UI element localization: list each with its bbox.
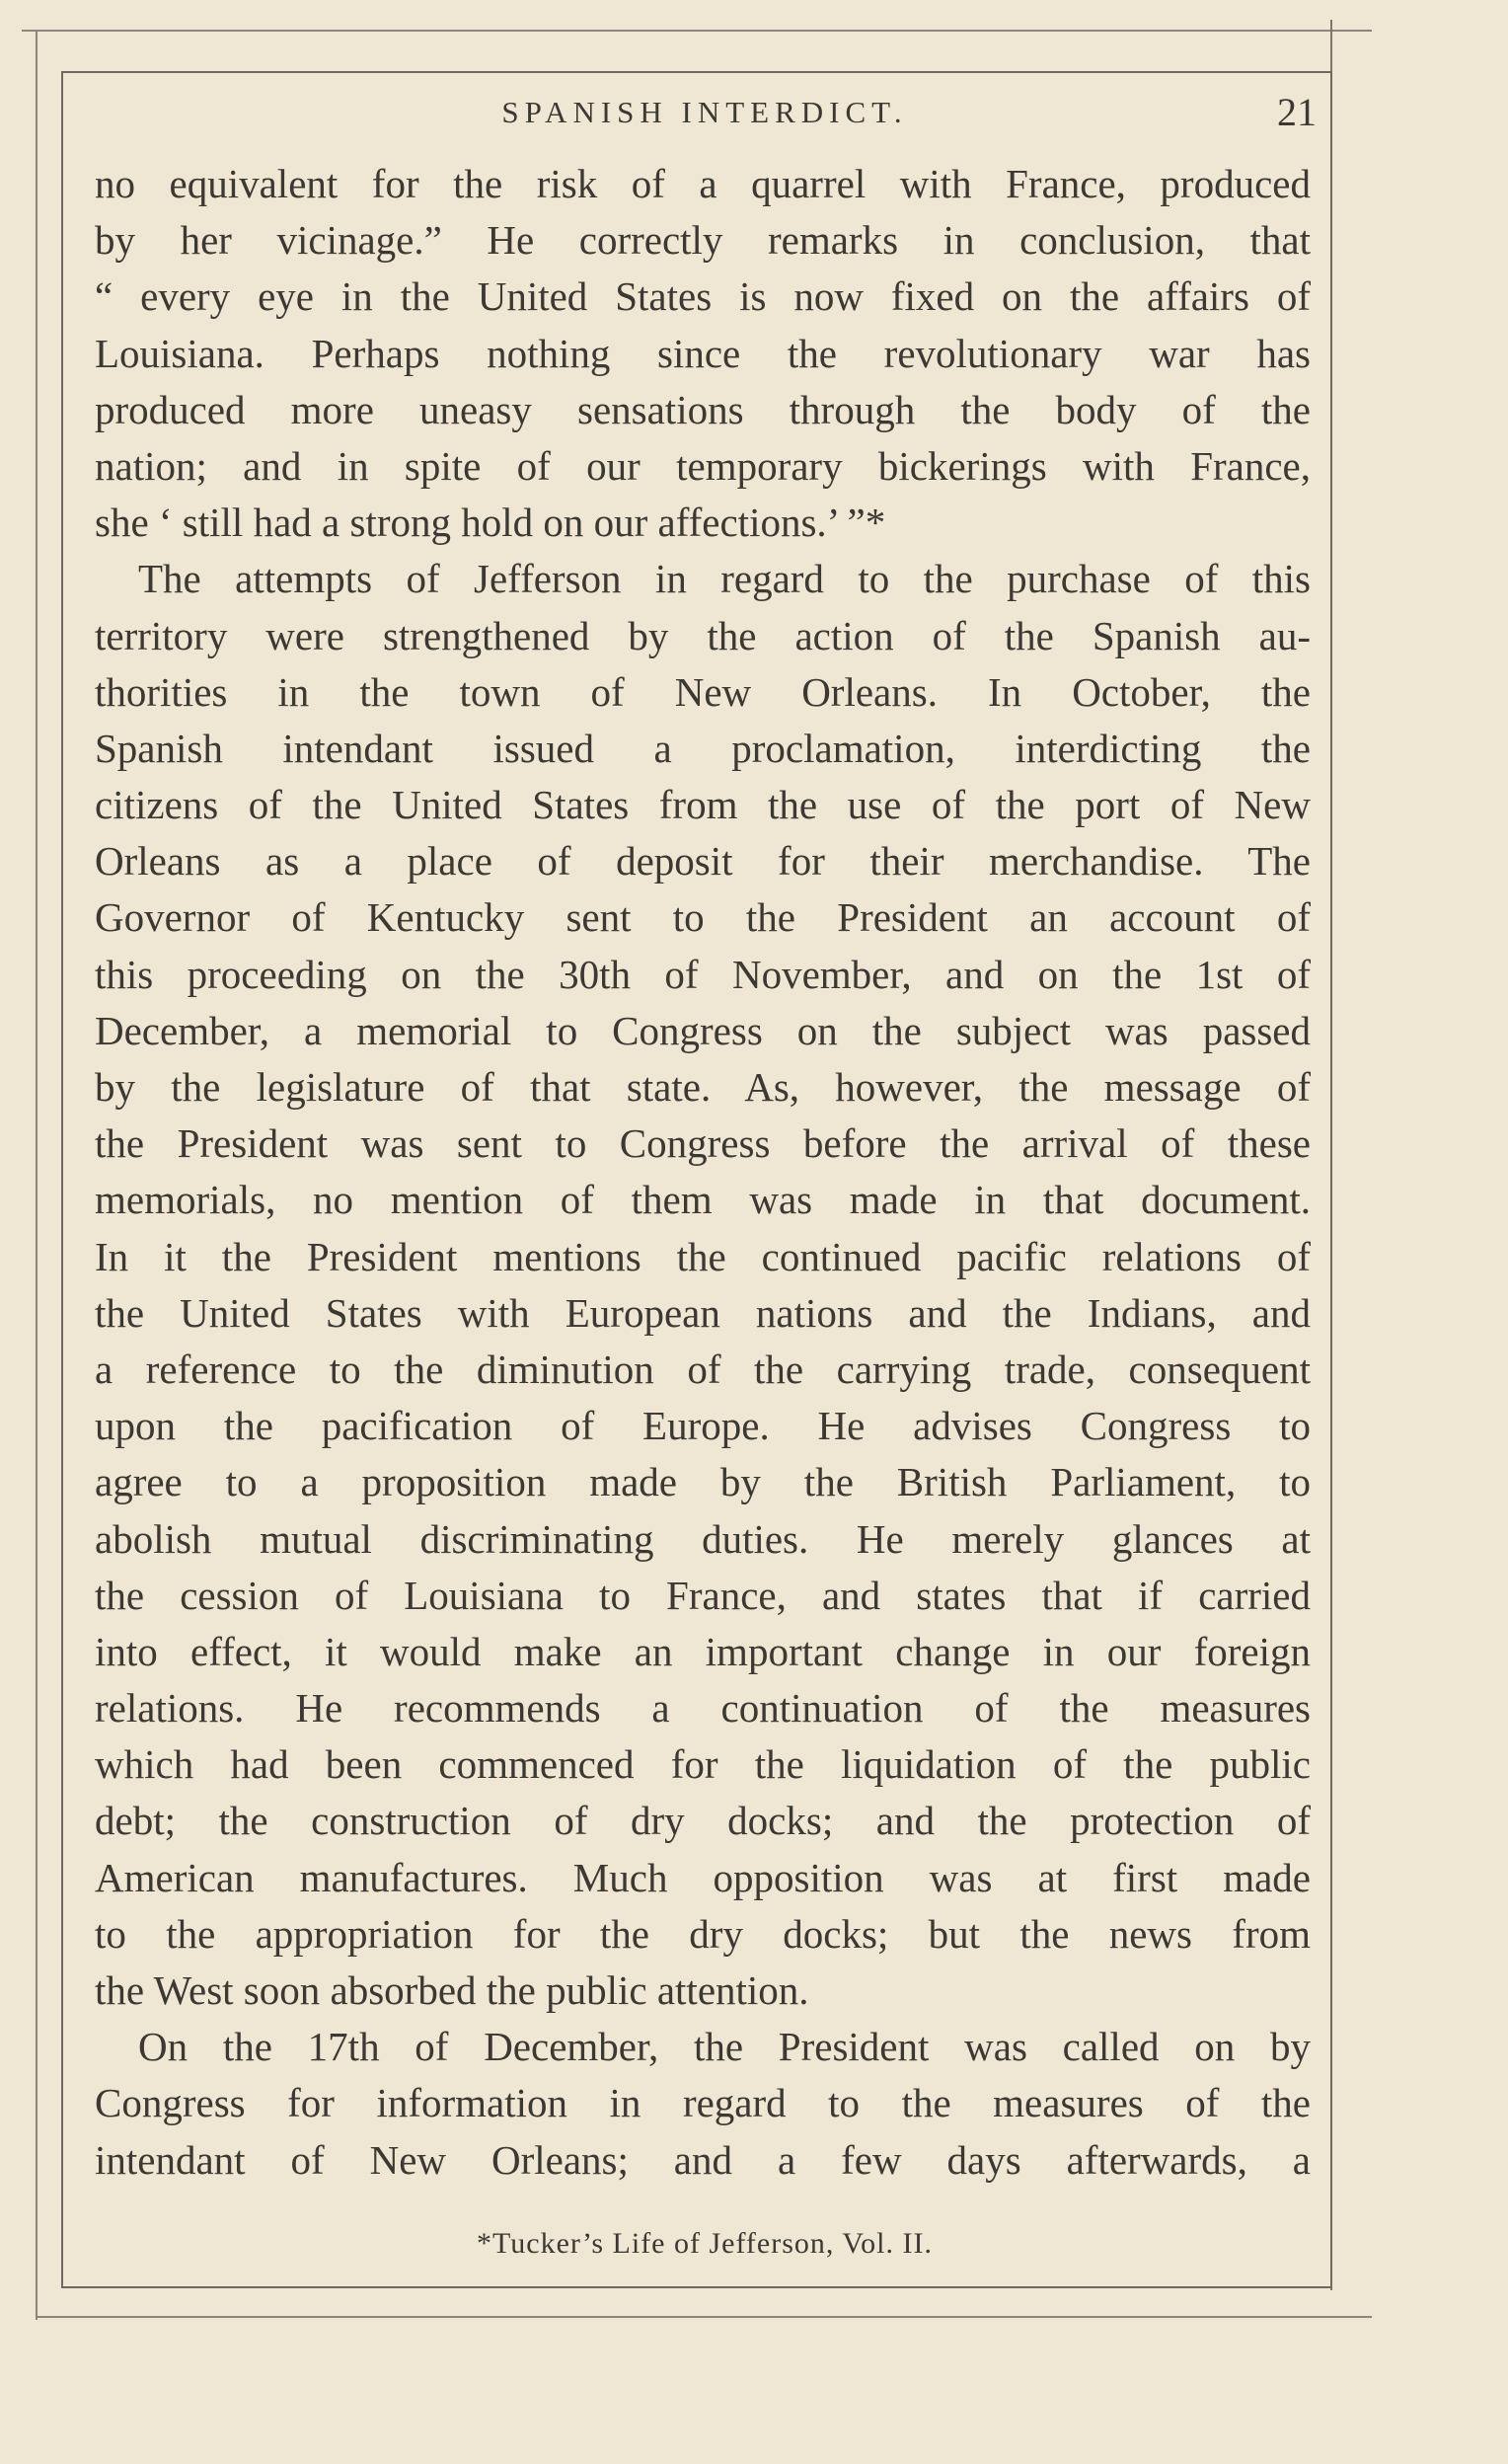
- text-line: Governor of Kentucky sent to the President an account of: [95, 894, 1311, 941]
- footnote: *Tucker’s Life of Jefferson, Vol. II.: [477, 2227, 933, 2260]
- text-line: debt; the construction of dry docks; and the protection of: [95, 1798, 1311, 1844]
- text-line: December, a memorial to Congress on the subject was passed: [95, 1007, 1311, 1053]
- text-line: Congress for information in regard to the measures of the: [95, 2080, 1311, 2126]
- outer-rule-top: [22, 30, 1372, 32]
- running-head-title: SPANISH INTERDICT.: [501, 95, 908, 129]
- text-line: by the legislature of that state. As, however, the message of: [95, 1064, 1311, 1110]
- text-line: by her vicinage.” He correctly remarks in conclusion, that: [95, 217, 1311, 264]
- text-line: to the appropriation for the dry docks; but the news from: [95, 1910, 1311, 1957]
- body-text: [95, 156, 1311, 2189]
- text-line: no equivalent for the risk of a quarrel with France, produced: [95, 161, 1311, 206]
- text-line: relations. He recommends a continuation of the measures: [95, 1685, 1311, 1732]
- text-line: abolish mutual discriminating duties. He merely glances at: [95, 1515, 1311, 1562]
- text-line: citizens of the United States from the use of the port of New: [95, 782, 1311, 828]
- text-line: intendant of New Orleans; and a few days afterwards, a: [95, 2136, 1311, 2183]
- text-line: produced more uneasy sensations through the body of the: [95, 386, 1311, 432]
- running-head: [93, 89, 1317, 138]
- page-number: 21: [1277, 90, 1317, 134]
- text-line: “ every eye in the United States is now fixed on the affairs of: [95, 273, 1311, 320]
- text-line: territory were strengthened by the action of the Spanish au-: [95, 612, 1311, 658]
- text-line: agree to a proposition made by the British Parliament, to: [95, 1459, 1311, 1505]
- text-line: into effect, it would make an important change in our foreign: [95, 1628, 1311, 1674]
- text-line: On the 17th of December, the President was called on by: [138, 2024, 1311, 2070]
- text-line: The attempts of Jefferson in regard to the purchase of this: [138, 556, 1311, 602]
- outer-rule-left: [36, 30, 38, 2320]
- text-line: Orleans as a place of deposit for their merchandise. The: [95, 838, 1311, 885]
- text-line: a reference to the diminution of the carrying trade, consequent: [95, 1346, 1311, 1392]
- text-line: this proceeding on the 30th of November, and on the 1st of: [95, 951, 1311, 997]
- text-line: American manufactures. Much opposition was at first made: [95, 1854, 1311, 1900]
- text-line: upon the pacification of Europe. He advises Congress to: [95, 1403, 1311, 1449]
- text-line: the President was sent to Congress before the arrival of these: [95, 1120, 1311, 1167]
- text-line: the West soon absorbed the public attention.: [95, 1967, 809, 2013]
- text-line: memorials, no mention of them was made in that document.: [95, 1177, 1311, 1223]
- text-line: the United States with European nations and the Indians, and: [95, 1289, 1311, 1336]
- text-line: nation; and in spite of our temporary bickerings with France,: [95, 442, 1311, 489]
- outer-rule-bottom: [36, 2316, 1372, 2318]
- text-line: which had been commenced for the liquidation of the public: [95, 1741, 1311, 1788]
- text-line: she ‘ still had a strong hold on our affections.’ ”*: [95, 500, 886, 546]
- text-line: the cession of Louisiana to France, and states that if carried: [95, 1572, 1311, 1618]
- text-line: thorities in the town of New Orleans. In October, the: [95, 668, 1311, 715]
- text-line: Spanish intendant issued a proclamation, interdicting the: [95, 725, 1311, 771]
- text-line: Louisiana. Perhaps nothing since the revolutionary war has: [95, 330, 1311, 376]
- text-line: In it the President mentions the continued pacific relations of: [95, 1233, 1311, 1279]
